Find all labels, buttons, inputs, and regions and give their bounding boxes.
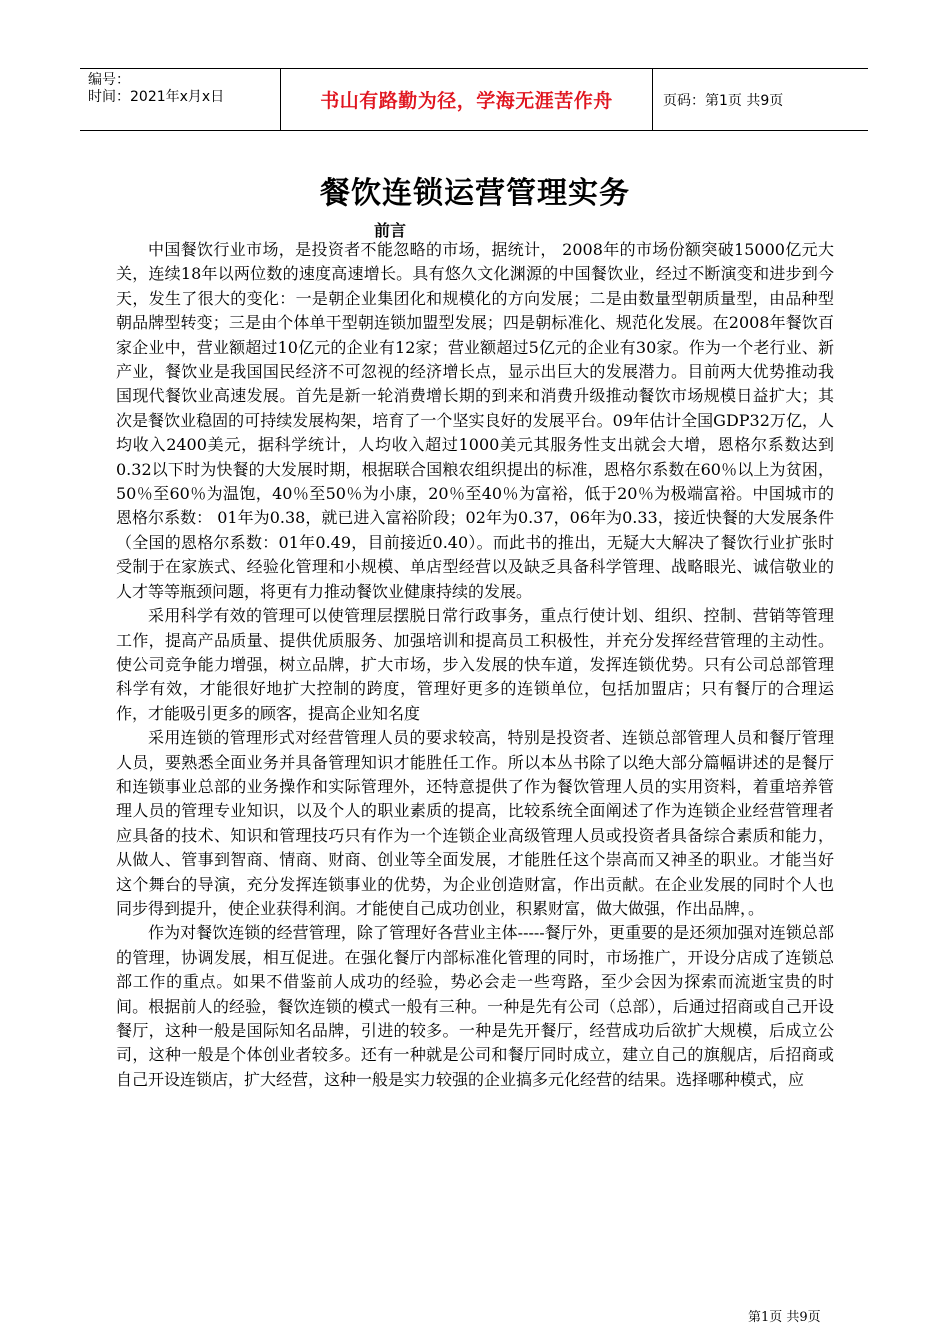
header-page-code: 页码：第1页 共9页 xyxy=(663,92,784,109)
section-heading: 前言 xyxy=(374,221,407,240)
header-table xyxy=(80,68,868,131)
body-paragraph: 采用连锁的管理形式对经营管理人员的要求较高，特别是投资者、连锁总部管理人员和餐厅管理人员，要熟悉全面业务并具备管理知识才能胜任工作。所以本丛书除了以绝大部分篇幅讲述的是餐厅和连锁事业总部的业务操作和实际管理外，还特意提供了作为餐饮管理人员的实用资料，着重培养管理人员的管理专业知识，以及个人的职业素质的提高，比较系统全面阐述了作为连锁企业经营管理者应具备的技术、知识和管理技巧只有作为一个连锁企业高级管理人员或投资者具备综合素质和能力，从做人、管事到智商、情商、财商、创业等全面发展，才能胜任这个崇高而又神圣的职业。才能当好这个舞台的导演，充分发挥连锁事业的优势，为企业创造财富，作出贡献。在企业发展的同时个人也同步得到提升，使企业获得利润。才能使自己成功创业，积累财富，做大做强，作出品牌，。 xyxy=(116,728,834,918)
document-number-label: 编号： xyxy=(88,72,130,88)
body-paragraph: 采用科学有效的管理可以使管理层摆脱日常行政事务，重点行使计划、组织、控制、营销等管理工作，提高产品质量、提供优质服务、加强培训和提高员工积极性，并充分发挥经营管理的主动性。使公司竞争能力增强，树立品牌，扩大市场，步入发展的快车道，发挥连锁优势。只有公司总部管理科学有效，才能很好地扩大控制的跨度，管理好更多的连锁单位，包括加盟店；只有餐厅的合理运作，才能吸引更多的顾客，提高企业知名度 xyxy=(116,606,834,723)
document-time-label: 时间：2021年x月x日 xyxy=(88,89,225,105)
header-motto: 书山有路勤为径，学海无涯苦作舟 xyxy=(281,69,653,130)
body-paragraph: 中国餐饮行业市场，是投资者不能忽略的市场，据统计， 2008年的市场份额突破15000亿元大关，连续18年以两位数的速度高速增长。具有悠久文化渊源的中国餐饮业，经过不断演变和进步到今天，发生了很大的变化：一是朝企业集团化和规模化的方向发展；二是由数量型朝质量型，由品种型朝品牌型转变；三是由个体单干型朝连锁加盟型发展；四是朝标准化、规范化发展。在2008年餐饮百家企业中，营业额超过10亿元的企业有12家；营业额超过5亿元的企业有30家。作为一个老行业、新产业，餐饮业是我国国民经济不可忽视的经济增长点，显示出巨大的发展潜力。目前两大优势推动我国现代餐饮业高速发展。首先是新一轮消费增长期的到来和消费升级推动餐饮市场规模日益扩大；其次是餐饮业稳固的可持续发展构架，培育了一个坚实良好的发展平台。09年估计全国GDP32万亿，人均收入2400美元，据科学统计，人均收入超过1000美元其服务性支出就会大增，恩格尔系数达到0.32以下时为快餐的大发展时期，根据联合国粮农组织提出的标准，恩格尔系数在60％以上为贫困，50％至60％为温饱，40％至50％为小康，20％至40％为富裕，低于20％为极端富裕。中国城市的恩格尔系数： 01年为0.38，就已进入富裕阶段；02年为0.37，06年为0.33，接近快餐的大发展条件（全国的恩格尔系数：01年0.49，目前接近0.40）。而此书的推出，无疑大大解决了餐饮行业扩张时受制于在家族式、经验化管理和小规模、单店型经营以及缺乏具备科学管理、战略眼光、诚信敬业的人才等等瓶颈问题，将更有力推动餐饮业健康持续的发展。 xyxy=(116,240,834,601)
header-info-cell xyxy=(80,69,281,130)
page-footer: 第1页 共9页 xyxy=(748,1310,821,1325)
document-body xyxy=(116,238,834,1092)
body-paragraph: 作为对餐饮连锁的经营管理，除了管理好各营业主体-----餐厅外，更重要的是还须加强对连锁总部的管理，协调发展，相互促进。在强化餐厅内部标准化管理的同时，市场推广，开设分店成了连锁总部工作的重点。如果不借鉴前人成功的经验，势必会走一些弯路，至少会因为探索而流逝宝贵的时间。根据前人的经验，餐饮连锁的模式一般有三种。一种是先有公司（总部），后通过招商或自己开设餐厅，这种一般是国际知名品牌，引进的较多。一种是先开餐厅，经营成功后欲扩大规模，后成立公司，这种一般是个体创业者较多。还有一种就是公司和餐厅同时成立，建立自己的旗舰店，后招商或自己开设连锁店，扩大经营，这种一般是实力较强的企业搞多元化经营的结果。选择哪种模式，应 xyxy=(116,923,834,1089)
document-title: 餐饮连锁运营管理实务 xyxy=(320,176,630,211)
